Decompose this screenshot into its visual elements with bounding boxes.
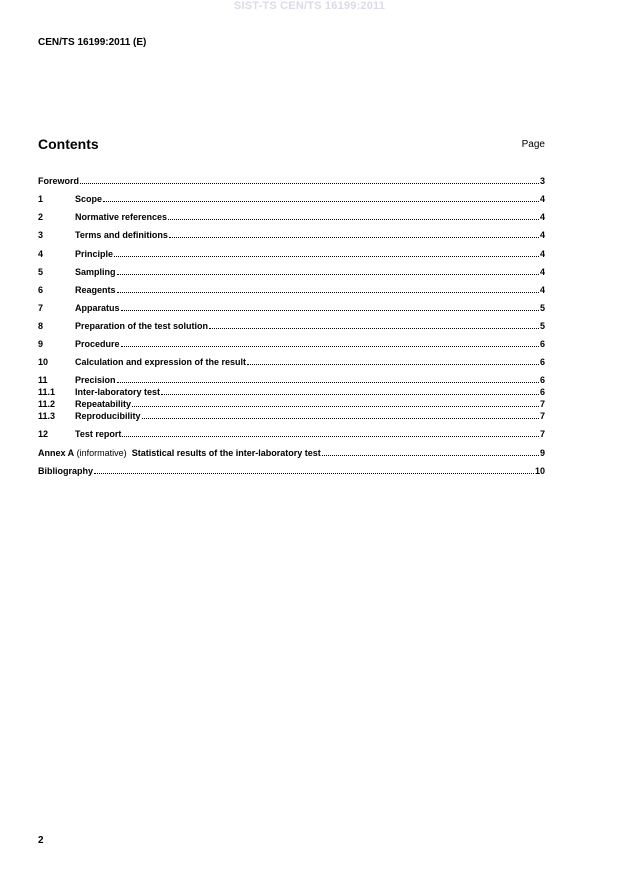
toc-entry-title: Bibliography (38, 466, 94, 476)
toc-entry-title: Foreword (38, 176, 80, 186)
toc-entry-title: Test report (75, 429, 122, 439)
toc-entry-page: 4 (539, 285, 545, 295)
toc-entry-page: 9 (539, 448, 545, 458)
dot-leader (121, 301, 539, 311)
toc-entry-title: Normative references (75, 212, 168, 222)
dot-leader (117, 265, 539, 275)
dot-leader (103, 192, 539, 202)
toc-entry-6[interactable] (38, 284, 545, 296)
toc-entry-1[interactable] (38, 193, 545, 205)
toc-entry-bibliography[interactable] (38, 465, 545, 477)
toc-entry-5[interactable] (38, 266, 545, 278)
toc-entry-title: Repeatability (75, 399, 132, 409)
dot-leader (161, 385, 539, 395)
toc-entry-page: 5 (539, 321, 545, 331)
toc-entry-page: 4 (539, 212, 545, 222)
dot-leader (247, 355, 539, 365)
toc-entry-title: Apparatus (75, 303, 120, 313)
toc-entry-7[interactable] (38, 302, 545, 314)
dot-leader (114, 247, 539, 257)
toc-entry-10[interactable] (38, 356, 545, 368)
toc-entry-page: 4 (539, 230, 545, 240)
page-column-label: Page (521, 139, 545, 150)
dot-leader (117, 283, 539, 293)
toc-entry-title: Scope (75, 194, 103, 204)
toc-entry-page: 5 (539, 303, 545, 313)
toc-entry-foreword[interactable] (38, 175, 545, 187)
toc-entry-number: 1 (38, 194, 44, 204)
toc-entry-3[interactable] (38, 229, 545, 241)
dot-leader (121, 337, 539, 347)
toc-entry-title: Principle (75, 249, 114, 259)
toc-entry-number: 11.3 (38, 411, 56, 421)
dot-leader (94, 464, 534, 474)
toc-entry-page: 7 (539, 411, 545, 421)
toc-entry-number: 6 (38, 285, 44, 295)
toc-entry-page: 4 (539, 194, 545, 204)
toc-entry-title: Reagents (75, 285, 116, 295)
toc-entry-page: 10 (534, 466, 545, 476)
toc-entry-number: 12 (38, 429, 49, 439)
dot-leader (80, 174, 539, 184)
toc-entry-number: 5 (38, 267, 44, 277)
toc-entry-title: Sampling (75, 267, 116, 277)
annex-note: (informative) (74, 448, 132, 458)
toc-entry-number: 11 (38, 375, 48, 385)
document-id: CEN/TS 16199:2011 (E) (38, 37, 147, 48)
toc-entry-title (38, 447, 321, 459)
toc-entry-page: 7 (539, 429, 545, 439)
toc-entry-number: 2 (38, 212, 44, 222)
dot-leader (168, 210, 539, 220)
annex-title: Statistical results of the inter-laboratory test (131, 448, 321, 458)
dot-leader (142, 409, 539, 419)
dot-leader (209, 319, 539, 329)
dot-leader (122, 427, 539, 437)
toc-entry-page: 7 (539, 399, 545, 409)
dot-leader (117, 373, 539, 383)
annex-prefix: Annex A (38, 448, 75, 458)
toc-entry-title: Reproducibility (75, 411, 141, 421)
toc-entry-title: Precision (75, 375, 116, 385)
toc-entry-title: Procedure (75, 339, 120, 349)
contents-title: Contents (38, 136, 99, 152)
toc-entry-8[interactable] (38, 320, 545, 332)
toc-entry-number: 11.1 (38, 387, 56, 397)
toc-entry-number: 8 (38, 321, 44, 331)
toc-entry-2[interactable] (38, 211, 545, 223)
toc-entry-9[interactable] (38, 338, 545, 350)
toc-entry-page: 4 (539, 249, 545, 259)
toc-entry-page: 6 (539, 339, 545, 349)
dot-leader (169, 228, 539, 238)
toc-entry-4[interactable] (38, 248, 545, 260)
toc-entry-number: 4 (38, 249, 44, 259)
toc-entry-title: Calculation and expression of the result (75, 357, 247, 367)
toc-entry-page: 6 (539, 375, 545, 385)
toc-entry-title: Preparation of the test solution (75, 321, 209, 331)
toc-entry-12[interactable] (38, 428, 545, 440)
toc-entry-annex-a[interactable] (38, 447, 545, 459)
toc-entry-page: 6 (539, 357, 545, 367)
toc-entry-page: 4 (539, 267, 545, 277)
toc-entry-title: Inter-laboratory test (75, 387, 161, 397)
toc-entry-number: 7 (38, 303, 44, 313)
toc-entry-11-3[interactable] (38, 410, 545, 422)
toc-entry-page: 6 (539, 387, 545, 397)
toc-entry-title: Terms and definitions (75, 230, 168, 240)
toc-entry-number: 11.2 (38, 399, 56, 409)
toc-entry-number: 3 (38, 230, 44, 240)
toc-entry-number: 10 (38, 357, 49, 367)
watermark: SIST-TS CEN/TS 16199:2011 (233, 0, 386, 12)
dot-leader (322, 446, 539, 456)
page-number: 2 (38, 835, 44, 846)
dot-leader (132, 397, 539, 407)
toc-entry-page: 3 (539, 176, 545, 186)
toc-entry-number: 9 (38, 339, 44, 349)
